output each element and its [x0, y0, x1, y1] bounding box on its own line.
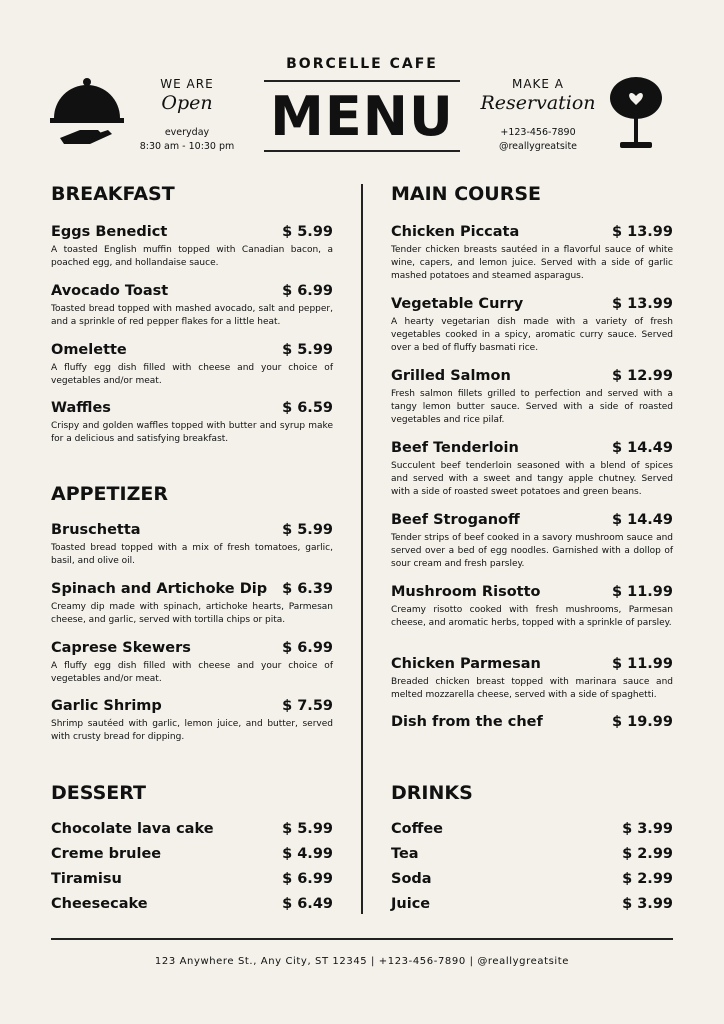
menu-item-price: $ 3.99 — [622, 821, 673, 837]
menu-item-name: Juice — [391, 896, 431, 912]
menu-item-description: Breaded chicken breast topped with marinara sauce and melted mozzarella cheese, served with a side of spaghetti. — [391, 677, 673, 700]
menu-item — [391, 714, 673, 730]
menu-item-description: Fresh salmon fillets grilled to perfection and served with a tangy lemon butter sauce. Served with a side of roasted vegetables and rice pilaf. — [391, 389, 673, 425]
menu-item — [51, 283, 333, 329]
menu-item-price: $ 2.99 — [622, 846, 673, 862]
menu-item-description: A fluffy egg dish filled with cheese and your choice of vegetables and/or meat. — [51, 363, 333, 386]
menu-item-name: Waffles — [51, 400, 111, 416]
menu-item-name: Coffee — [391, 821, 444, 837]
menu-item-description: Toasted bread topped with mashed avocado, salt and pepper, and a sprinkle of red pepper flakes for a little heat. — [51, 304, 333, 327]
reservation-script: Reservation — [480, 92, 596, 114]
menu-item-description: Crispy and golden waffles topped with butter and syrup make for a delicious and satisfying breakfast. — [51, 421, 333, 444]
menu-item-name: Tiramisu — [51, 871, 122, 887]
menu-item-price: $ 3.99 — [622, 896, 673, 912]
menu-item — [391, 224, 673, 283]
drinks-section — [391, 782, 673, 804]
menu-item-price: $ 7.59 — [282, 698, 333, 714]
menu-item — [51, 581, 333, 627]
menu-item — [51, 698, 333, 744]
menu-item-name: Garlic Shrimp — [51, 698, 162, 714]
menu-item-name: Tea — [391, 846, 419, 862]
menu-item — [51, 821, 333, 837]
menu-item-description: Shrimp sautéed with garlic, lemon juice, and butter, served with crusty bread for dipping. — [51, 719, 333, 742]
menu-item-row — [391, 821, 673, 837]
drinks-title: DRINKS — [391, 782, 473, 804]
menu-item-row — [391, 512, 673, 528]
menu-item-row — [391, 584, 673, 600]
main-course-title: MAIN COURSE — [391, 183, 542, 205]
appetizer-section — [51, 483, 333, 505]
menu-item-row — [51, 871, 333, 887]
menu-item — [391, 512, 673, 571]
menu-item-row — [51, 698, 333, 714]
menu-item — [51, 640, 333, 686]
menu-item-row — [51, 342, 333, 358]
menu-item-price: $ 6.99 — [282, 283, 333, 299]
menu-item-price: $ 4.99 — [282, 846, 333, 862]
menu-item-price: $ 6.59 — [282, 400, 333, 416]
menu-item-name: Vegetable Curry — [391, 296, 524, 312]
menu-item-name: Chocolate lava cake — [51, 821, 214, 837]
menu-item-price: $ 5.99 — [282, 522, 333, 538]
menu-item-name: Mushroom Risotto — [391, 584, 541, 600]
wine-glass-icon — [608, 76, 664, 152]
menu-item-name: Chicken Piccata — [391, 224, 520, 240]
menu-item-row — [51, 400, 333, 416]
menu-item-name: Chicken Parmesan — [391, 656, 541, 672]
hours-time: 8:30 am - 10:30 pm — [139, 141, 235, 152]
make-a-label: MAKE A — [511, 77, 565, 91]
menu-item — [391, 584, 673, 630]
menu-item-price: $ 2.99 — [622, 871, 673, 887]
menu-item-price: $ 5.99 — [282, 821, 333, 837]
hours-days: everyday — [164, 127, 210, 138]
footer-rule — [51, 938, 673, 940]
menu-item-row — [391, 846, 673, 862]
menu-item-row — [51, 846, 333, 862]
menu-item-price: $ 13.99 — [611, 296, 673, 312]
menu-item-name: Soda — [391, 871, 432, 887]
menu-item-row — [391, 896, 673, 912]
menu-item-row — [391, 296, 673, 312]
menu-item-row — [391, 714, 673, 730]
menu-item-name: Cheesecake — [51, 896, 148, 912]
menu-item-description: Toasted bread topped with a mix of fresh tomatoes, garlic, basil, and olive oil. — [51, 543, 333, 566]
menu-item-price: $ 6.99 — [282, 640, 333, 656]
menu-item — [391, 871, 673, 887]
menu-item — [391, 846, 673, 862]
menu-item-price: $ 6.99 — [282, 871, 333, 887]
menu-item-price: $ 12.99 — [611, 368, 673, 384]
title-top-rule — [264, 80, 460, 82]
menu-item-name: Spinach and Artichoke Dip — [51, 581, 268, 597]
menu-item-description: A fluffy egg dish filled with cheese and your choice of vegetables and/or meat. — [51, 661, 333, 684]
menu-item-name: Avocado Toast — [51, 283, 169, 299]
reservation-website: @reallygreatsite — [498, 141, 578, 152]
menu-item-price: $ 14.49 — [611, 440, 673, 456]
title-bottom-rule — [264, 150, 460, 152]
dessert-title: DESSERT — [51, 782, 146, 804]
menu-item-name: Eggs Benedict — [51, 224, 168, 240]
menu-item-row — [391, 224, 673, 240]
menu-item-price: $ 5.99 — [282, 342, 333, 358]
menu-item-row — [51, 581, 333, 597]
menu-item — [391, 896, 673, 912]
menu-item-price: $ 14.49 — [611, 512, 673, 528]
menu-item-row — [51, 224, 333, 240]
menu-item-row — [51, 522, 333, 538]
menu-item-row — [391, 440, 673, 456]
cloche-icon — [50, 76, 124, 150]
menu-item-name: Dish from the chef — [391, 714, 543, 730]
main-course-section — [391, 183, 673, 205]
brand-name: BORCELLE CAFE — [286, 56, 438, 72]
menu-item — [51, 896, 333, 912]
open-script: Open — [161, 92, 213, 114]
menu-item-description: Creamy risotto cooked with fresh mushrooms, Parmesan cheese, and aromatic herbs, topped with a sprinkle of parsley. — [391, 605, 673, 628]
menu-item-price: $ 13.99 — [611, 224, 673, 240]
menu-item-description: Creamy dip made with spinach, artichoke hearts, Parmesan cheese, and garlic, served with tortilla chips or pita. — [51, 602, 333, 625]
menu-item — [391, 296, 673, 355]
menu-item-row — [51, 283, 333, 299]
menu-item — [51, 342, 333, 388]
menu-item-row — [51, 821, 333, 837]
breakfast-section — [51, 183, 333, 205]
menu-item — [51, 224, 333, 270]
menu-item-description: Succulent beef tenderloin seasoned with a blend of spices and served with a sweet and tangy apple chutney. Served with a side of roasted sweet potatoes and green beans. — [391, 461, 673, 497]
menu-item — [391, 368, 673, 427]
menu-item-row — [391, 871, 673, 887]
appetizer-title: APPETIZER — [51, 483, 168, 505]
menu-item — [391, 656, 673, 702]
menu-item-price: $ 19.99 — [611, 714, 673, 730]
menu-item-row — [51, 896, 333, 912]
menu-item-row — [391, 368, 673, 384]
menu-item-name: Omelette — [51, 342, 127, 358]
menu-item — [391, 440, 673, 499]
menu-item-price: $ 5.99 — [282, 224, 333, 240]
menu-item-price: $ 11.99 — [611, 656, 673, 672]
menu-item-description: Tender strips of beef cooked in a savory mushroom sauce and served over a bed of egg noodles. Garnished with a dollop of sour cream and fresh parsley. — [391, 533, 673, 569]
menu-item-name: Beef Tenderloin — [391, 440, 519, 456]
menu-item-name: Creme brulee — [51, 846, 162, 862]
menu-item-name: Caprese Skewers — [51, 640, 191, 656]
menu-item — [51, 846, 333, 862]
menu-title: MENU — [270, 85, 454, 148]
menu-item-description: A hearty vegetarian dish made with a variety of fresh vegetables cooked in a spicy, aromatic curry sauce. Served over a bed of fluffy basmati rice. — [391, 317, 673, 353]
menu-item — [51, 522, 333, 568]
menu-item-description: A toasted English muffin topped with Canadian bacon, a poached egg, and hollandaise sauce. — [51, 245, 333, 268]
menu-item-row — [51, 640, 333, 656]
menu-item-description: Tender chicken breasts sautéed in a flavorful sauce of white wine, capers, and lemon juice. Served with a side of garlic mashed potatoes and steamed asparagus. — [391, 245, 673, 281]
menu-item-name: Bruschetta — [51, 522, 141, 538]
menu-item-price: $ 6.39 — [282, 581, 333, 597]
menu-item-row — [391, 656, 673, 672]
menu-item — [391, 821, 673, 837]
reservation-phone: +123-456-7890 — [500, 127, 576, 138]
dessert-section — [51, 782, 333, 804]
menu-item — [51, 871, 333, 887]
menu-item-price: $ 6.49 — [282, 896, 333, 912]
menu-item-price: $ 11.99 — [611, 584, 673, 600]
breakfast-title: BREAKFAST — [51, 183, 175, 205]
menu-item-name: Grilled Salmon — [391, 368, 511, 384]
footer-contact: 123 Anywhere St., Any City, ST 12345 | +123-456-7890 | @reallygreatsite — [154, 956, 570, 967]
we-are-label: WE ARE — [160, 77, 214, 91]
column-divider — [361, 184, 363, 914]
menu-item-name: Beef Stroganoff — [391, 512, 520, 528]
menu-item — [51, 400, 333, 446]
